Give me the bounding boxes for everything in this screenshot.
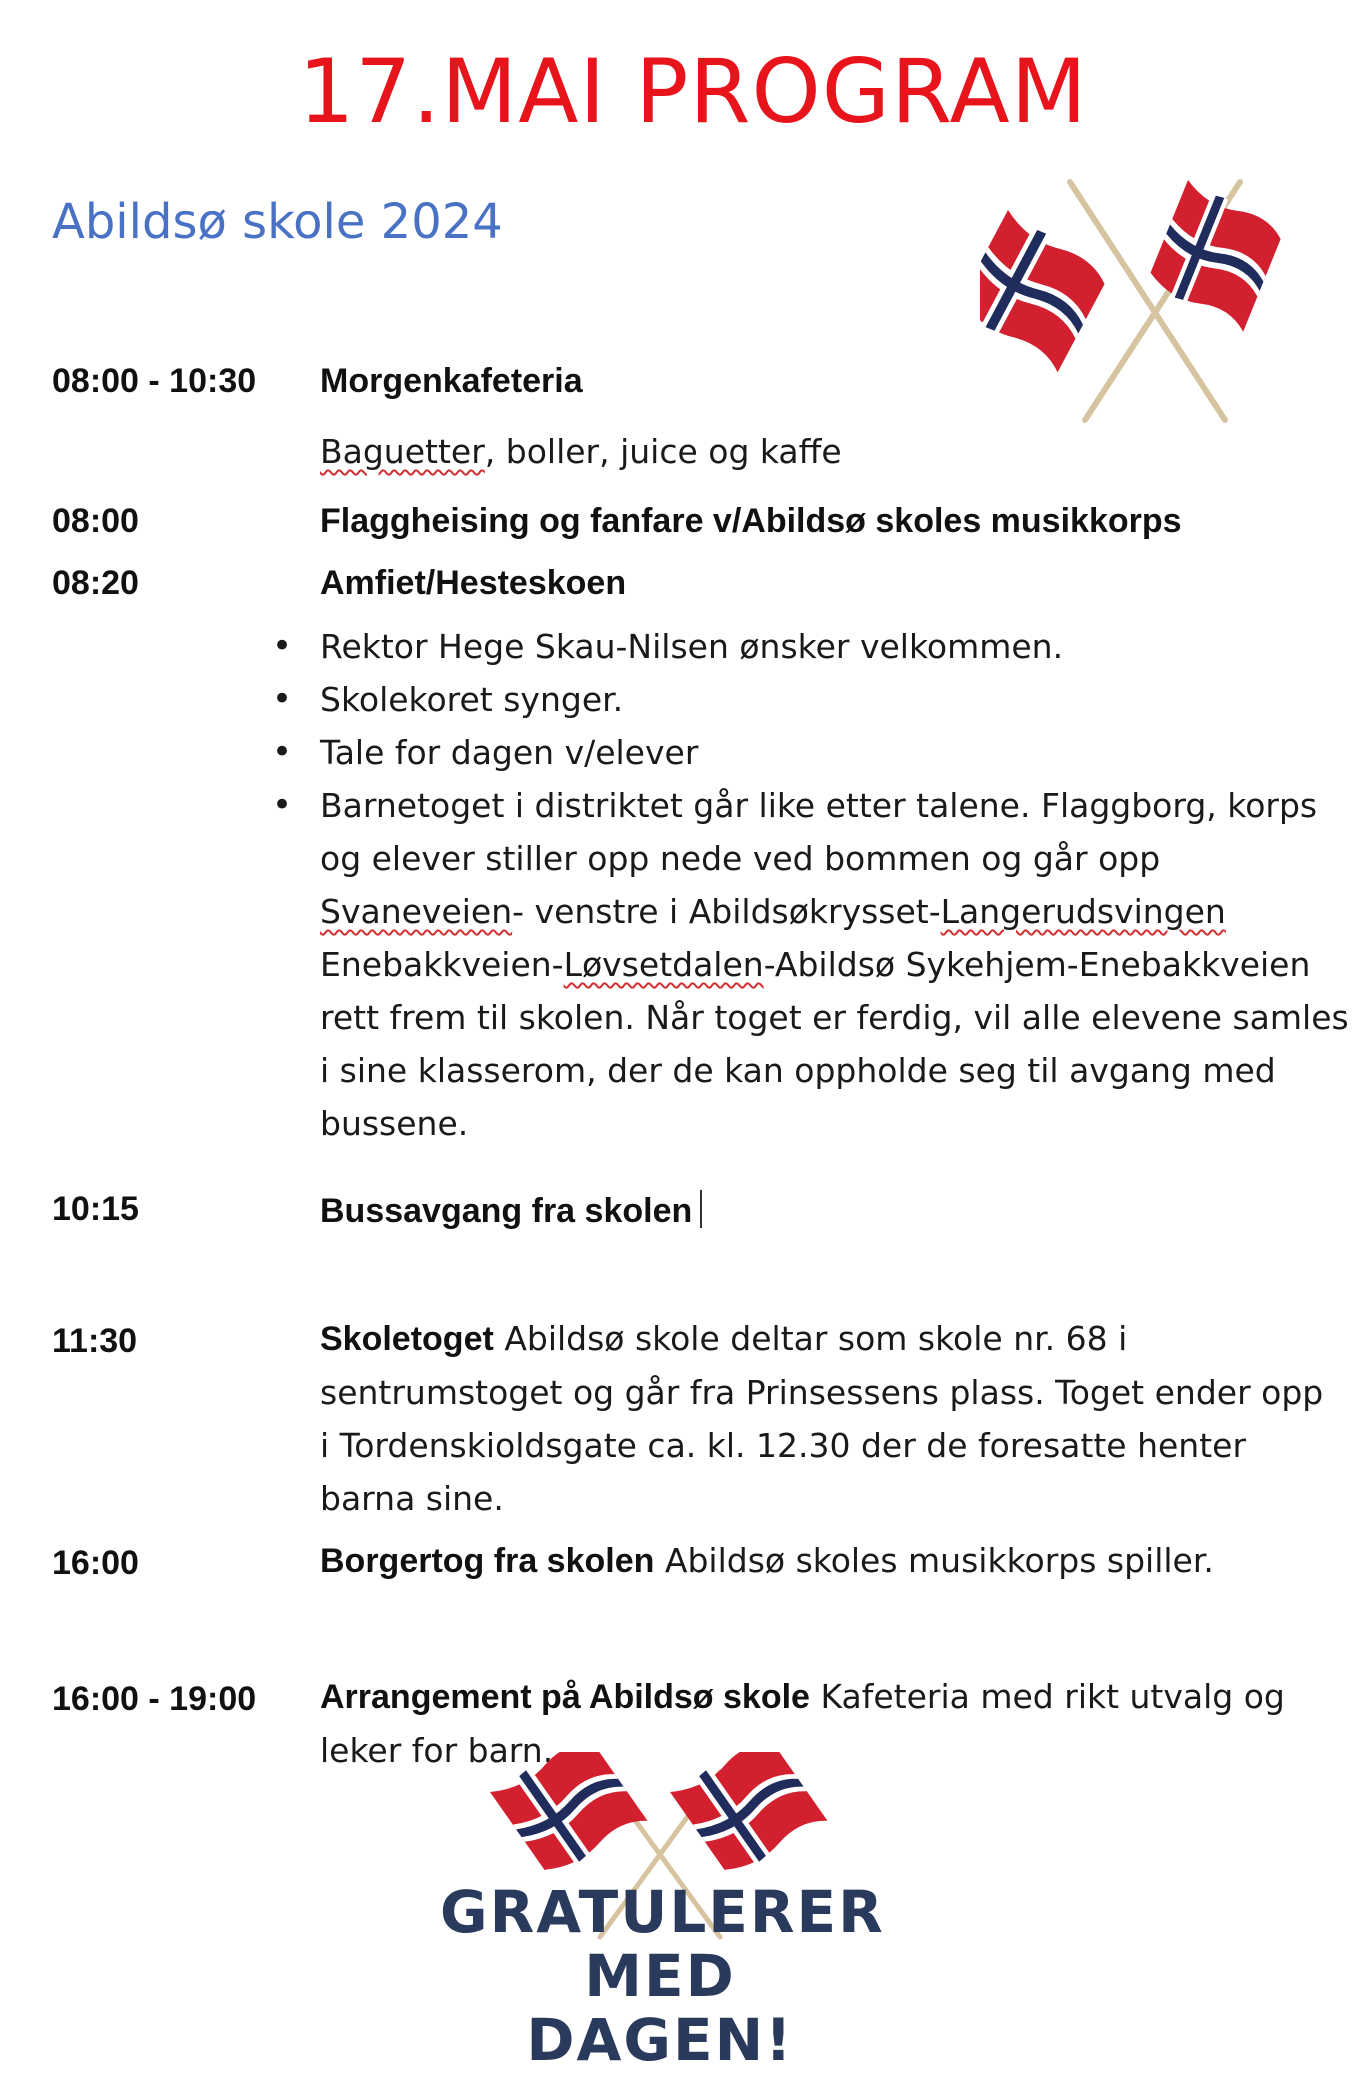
- time-slot: 08:00 - 10:30: [52, 362, 257, 400]
- event-heading-text: Bussavgang fra skolen: [320, 1192, 693, 1230]
- greeting-line: GRATULERER: [440, 1878, 885, 1946]
- list-item: • Tale for dagen v/elever: [270, 726, 1350, 779]
- time-slot: 08:20: [52, 564, 139, 602]
- spell-error-word: Langerudsvingen: [940, 892, 1226, 931]
- text-cursor: [700, 1190, 702, 1228]
- event-heading: Morgenkafeteria: [320, 362, 583, 400]
- event-detail: [320, 1312, 1330, 1525]
- spell-error-word: Baguetter: [320, 432, 485, 471]
- time-slot: 16:00 - 19:00: [52, 1680, 257, 1718]
- time-slot: 08:00: [52, 502, 139, 540]
- event-heading: Amfiet/Hesteskoen: [320, 564, 627, 602]
- time-slot: 10:15: [52, 1190, 139, 1228]
- list-item-text: Barnetoget i distriktet går like etter talene. Flaggborg, korps og elever stiller opp nede ved bommen og går opp: [320, 786, 1318, 878]
- event-detail: [320, 1534, 1330, 1588]
- list-item: • Skolekoret synger.: [270, 673, 1350, 726]
- list-item: [270, 779, 1350, 1150]
- event-detail-text: Abildsø skoles musikkorps spiller.: [664, 1541, 1214, 1580]
- page-title: 17.MAI PROGRAM: [298, 40, 1088, 143]
- event-heading: Arrangement på Abildsø skole: [320, 1678, 810, 1716]
- page-subtitle: Abildsø skole 2024: [52, 194, 503, 250]
- event-heading: Flaggheising og fanfare v/Abildsø skoles musikkorps: [320, 502, 1182, 540]
- list-item-text: - venstre i Abildsøkrysset-: [512, 892, 941, 931]
- crossed-flags-top-icon: [980, 170, 1340, 440]
- list-item: • Rektor Hege Skau-Nilsen ønsker velkommen.: [270, 620, 1350, 673]
- event-detail-text: Kafeteria med rikt utvalg og leker for barn.: [320, 1677, 1285, 1770]
- bullet-list: [270, 620, 1350, 1150]
- event-detail: [320, 425, 1330, 478]
- event-heading: [320, 1190, 702, 1231]
- greeting-line: MED DAGEN!: [526, 1942, 794, 2074]
- time-slot: 16:00: [52, 1544, 139, 1582]
- spell-error-word: Svaneveien: [320, 892, 513, 931]
- greeting-graphic: [440, 1878, 885, 2074]
- event-heading: Skoletoget: [320, 1320, 494, 1358]
- event-heading: Borgertog fra skolen: [320, 1542, 655, 1580]
- event-detail-text: Abildsø skole deltar som skole nr. 68 i sentrumstoget og går fra Prinsessens plass. Toget ender opp i Tordenskioldsgate ca. kl. 12.30 der de foresatte henter barna sine.: [320, 1319, 1324, 1518]
- list-item-text: Enebakkveien-: [320, 945, 564, 984]
- list-item-text: -Abildsø Sykehjem-Enebakkveien rett frem til skolen. Når toget er ferdig, vil alle elevene samles i sine klasserom, der de kan oppholde seg til avgang med bussene.: [320, 945, 1349, 1143]
- time-slot: 11:30: [52, 1322, 138, 1360]
- event-detail-text: , boller, juice og kaffe: [484, 432, 842, 471]
- spell-error-word: Løvsetdalen: [563, 945, 764, 984]
